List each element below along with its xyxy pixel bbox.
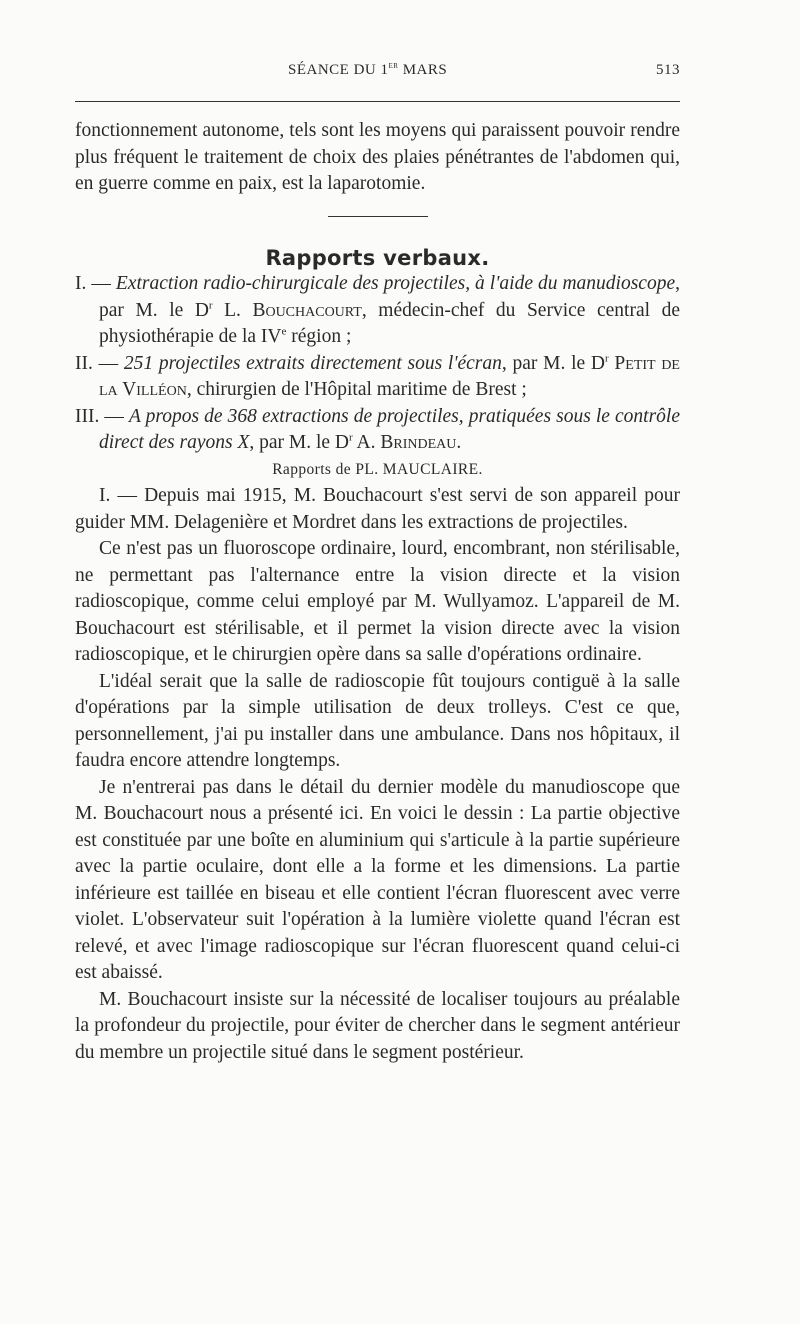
header-title bbox=[288, 62, 447, 79]
section-heading: Rapports verbaux. bbox=[265, 245, 490, 270]
body-paragraph: L'idéal serait que la salle de radioscopie fût toujours contiguë à la salle d'opérations par la simple utilisation de deux trolleys. C'est ce que, personnellement, j'ai pu installer dans une ambulance. Dans nos hôpitaux, il faudra encore attendre longtemps. bbox=[75, 670, 680, 771]
header-rule bbox=[75, 101, 680, 102]
report-title: Extraction radio-chirurgicale des projectiles, à l'aide du manudioscope bbox=[115, 273, 676, 294]
reports-list bbox=[75, 271, 680, 457]
report-author: Bouchacourt bbox=[252, 299, 362, 321]
report-author: Brindeau bbox=[380, 432, 457, 453]
header-title-month: MARS bbox=[398, 62, 448, 78]
body-paragraph: Je n'entrerai pas dans le détail du dernier modèle du manudioscope que M. Bouchacourt nous a présenté ici. En voici le dessin : La partie objective est constituée par une boîte en aluminium qui s'articule à la partie supérieure avec la partie oculaire, dont elle a la forme et les dimensions. La partie inférieure est taillée en biseau et elle contient l'écran fluorescent avec verre violet. L'observateur suit l'opération à la lumière violette quand l'écran est relevé, et avec l'image radioscopique sur l'écran fluorescent quand celui-ci est abaissé. bbox=[75, 776, 680, 983]
report-item: III. — A propos de 368 extractions de projectiles, pratiquées sous le contrôle direct des rayons X, par M. le $D^r$ A. Brindeau. bbox=[75, 405, 680, 453]
section-divider bbox=[328, 216, 428, 217]
report-title: A propos de 368 extractions de projectiles, pratiquées sous le contrôle direct des rayons X bbox=[99, 405, 680, 453]
report-author: Petit de la Villéon bbox=[99, 352, 680, 400]
running-header bbox=[75, 62, 680, 79]
main-text bbox=[75, 118, 680, 1066]
page-number: 513 bbox=[656, 62, 680, 78]
byline: Rapports de PL. MAUCLAIRE. bbox=[272, 460, 483, 478]
header-title-superscript: er bbox=[388, 60, 399, 71]
report-item: I. — Extraction radio-chirurgicale des projectiles, à l'aide du manudioscope, par M. le $D^r$ L. Bouchacourt, médecin-chef du Service central de physiothérapie de la IVe région ; bbox=[75, 273, 680, 347]
body-paragraph: M. Bouchacourt insiste sur la nécessité de localiser toujours au préalable la profondeur du projectile, pour éviter de chercher dans le segment antérieur du membre un projectile situé dans le segment postérieur. bbox=[75, 988, 680, 1063]
body-paragraph: I. — Depuis mai 1915, M. Bouchacourt s'est servi de son appareil pour guider MM. Delagenière et Mordret dans les extractions de projectiles. bbox=[75, 485, 680, 533]
header-title-text: SÉANCE DU 1 bbox=[288, 62, 389, 78]
report-title: 251 projectiles extraits directement sous l'écran bbox=[123, 352, 502, 374]
report-item: II. — 251 projectiles extraits directement sous l'écran, par M. le $D^r$ Petit de la Villéon, chirurgien de l'Hôpital maritime de Brest ; bbox=[75, 352, 680, 400]
intro-paragraph: fonctionnement autonome, tels sont les moyens qui paraissent pouvoir rendre plus fréquent le traitement de choix des plaies pénétrantes de l'abdomen qui, en guerre comme en paix, est la laparotomie. bbox=[75, 120, 680, 194]
body-paragraph: Ce n'est pas un fluoroscope ordinaire, lourd, encombrant, non stérilisable, ne permettant pas l'alternance entre la vision directe et la vision radioscopique, comme celui employé par M. Wullyamoz. L'appareil de M. Bouchacourt est stérilisable, et il permet la vision directe avec la vision radioscopique, et le chirurgien opère dans sa salle d'opérations ordinaire. bbox=[75, 538, 680, 665]
